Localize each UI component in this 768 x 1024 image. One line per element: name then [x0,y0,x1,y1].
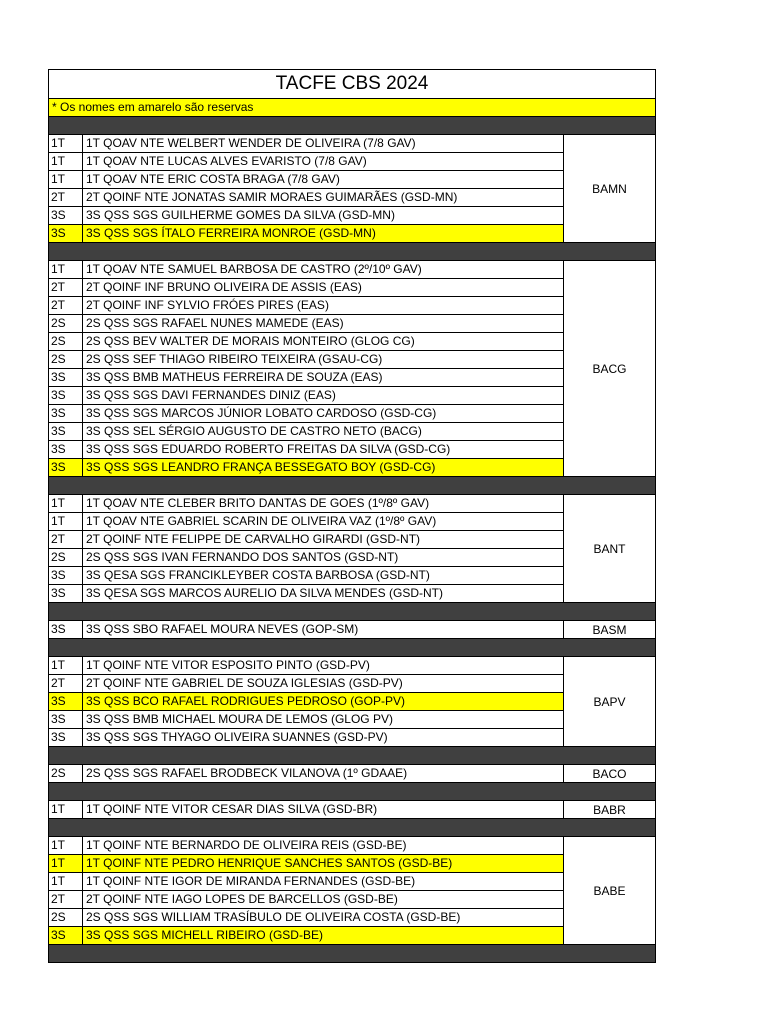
base-group-bacg [49,261,655,477]
name-cell: 3S QSS SBO RAFAEL MOURA NEVES (GOP-SM) [86,622,359,636]
table-row [49,386,563,404]
group-rows [49,621,564,638]
name-cell: 2S QSS SGS WILLIAM TRASÍBULO DE OLIVEIRA COSTA (GSD-BE) [86,910,461,924]
name-cell: 1T QOAV NTE LUCAS ALVES EVARISTO (7/8 GAV) [86,154,367,168]
table-row [49,674,563,692]
rank-cell: 2T [49,189,83,206]
name-cell: 3S QSS BCO RAFAEL RODRIGUES PEDROSO (GOP-PV) [86,694,405,708]
table-row [49,332,563,350]
table-row [49,584,563,602]
base-cell: BABR [593,802,626,817]
group-rows [49,837,564,944]
table-row [49,404,563,422]
reserve-row [49,854,563,872]
group-rows [49,261,564,476]
rank-cell: 1T [49,801,83,818]
table-row [49,728,563,746]
base-group-bant [49,495,655,603]
name-cell: 1T QOINF NTE IGOR DE MIRANDA FERNANDES (GSD-BE) [86,874,416,888]
name-cell: 2T QOINF NTE JONATAS SAMIR MORAES GUIMARÃES (GSD-MN) [86,190,458,204]
name-cell: 3S QESA SGS MARCOS AURELIO DA SILVA MENDES (GSD-NT) [86,586,443,600]
table-row [49,530,563,548]
name-cell: 2T QOINF NTE GABRIEL DE SOUZA IGLESIAS (GSD-PV) [86,676,403,690]
name-cell: 2S QSS SGS RAFAEL BRODBECK VILANOVA (1º GDAAE) [86,766,408,780]
separator-bar [49,783,655,801]
base-cell: BASM [592,622,627,637]
rank-cell: 3S [49,927,83,944]
table-row [49,837,563,854]
table-row [49,422,563,440]
separator-bar [49,819,655,837]
name-cell: 3S QSS SEL SÉRGIO AUGUSTO DE CASTRO NETO (BACG) [86,424,422,438]
rank-cell: 2T [49,297,83,314]
name-cell: 3S QSS SGS MICHELL RIBEIRO (GSD-BE) [86,928,323,942]
reserve-note: * Os nomes em amarelo são reservas [49,99,655,117]
base-group-bapv [49,657,655,747]
rank-cell: 3S [49,711,83,728]
separator-bar [49,603,655,621]
rank-cell: 1T [49,135,83,152]
separator-bar [49,639,655,657]
base-cell: BACG [592,361,627,376]
name-cell: 1T QOINF NTE VITOR ESPOSITO PINTO (GSD-PV) [86,658,370,672]
rank-cell: 2S [49,333,83,350]
separator-bar [49,945,655,963]
table-row [49,350,563,368]
separator-bar [49,243,655,261]
rank-cell: 1T [49,837,83,854]
table-row [49,314,563,332]
name-cell: 3S QSS SGS MARCOS JÚNIOR LOBATO CARDOSO (GSD-CG) [86,406,437,420]
table-row [49,440,563,458]
group-rows [49,135,564,242]
base-cell: BACO [592,766,627,781]
table-row [49,206,563,224]
separator-bar [49,117,655,135]
name-cell: 3S QSS BMB MATHEUS FERREIRA DE SOUZA (EAS) [86,370,383,384]
base-cell: BAPV [593,694,626,709]
base-group-babr [49,801,655,819]
base-group-bamn [49,135,655,243]
name-cell: 2T QOINF INF BRUNO OLIVEIRA DE ASSIS (EAS) [86,280,362,294]
rank-cell: 3S [49,441,83,458]
table-row [49,548,563,566]
table-row [49,495,563,512]
name-cell: 1T QOINF NTE BERNARDO DE OLIVEIRA REIS (GSD-BE) [86,838,407,852]
name-cell: 1T QOINF NTE VITOR CESAR DIAS SILVA (GSD-BR) [86,802,378,816]
table-row [49,890,563,908]
table-row [49,278,563,296]
table-row [49,170,563,188]
name-cell: 2T QOINF NTE IAGO LOPES DE BARCELLOS (GSD-BE) [86,892,398,906]
table-row [49,657,563,674]
rank-cell: 3S [49,567,83,584]
rank-cell: 1T [49,495,83,512]
name-cell: 3S QSS BMB MICHAEL MOURA DE LEMOS (GLOG PV) [86,712,393,726]
name-cell: 2S QSS BEV WALTER DE MORAIS MONTEIRO (GLOG CG) [86,334,415,348]
rank-cell: 2S [49,549,83,566]
group-rows [49,801,564,818]
rank-cell: 3S [49,405,83,422]
name-cell: 3S QSS SGS DAVI FERNANDES DINIZ (EAS) [86,388,336,402]
name-cell: 3S QSS SGS EDUARDO ROBERTO FREITAS DA SILVA (GSD-CG) [86,442,451,456]
base-cell: BABE [593,883,626,898]
rank-cell: 3S [49,693,83,710]
rank-cell: 2T [49,675,83,692]
rank-cell: 3S [49,207,83,224]
base-group-basm [49,621,655,639]
name-cell: 2S QSS SGS RAFAEL NUNES MAMEDE (EAS) [86,316,344,330]
rank-cell: 3S [49,729,83,746]
rank-cell: 3S [49,621,83,638]
name-cell: 2S QSS SGS IVAN FERNANDO DOS SANTOS (GSD-NT) [86,550,399,564]
rank-cell: 1T [49,657,83,674]
rank-cell: 3S [49,369,83,386]
base-group-babe [49,837,655,945]
rank-cell: 2S [49,765,83,782]
group-rows [49,495,564,602]
group-rows [49,657,564,746]
rank-cell: 1T [49,261,83,278]
table-row [49,261,563,278]
rank-cell: 2S [49,315,83,332]
separator-bar [49,747,655,765]
table-row [49,908,563,926]
name-cell: 1T QOAV NTE SAMUEL BARBOSA DE CASTRO (2º/10º GAV) [86,262,422,276]
rank-cell: 1T [49,855,83,872]
rank-cell: 2T [49,279,83,296]
name-cell: 2T QOINF INF SYLVIO FRÓES PIRES (EAS) [86,298,329,312]
table-row [49,368,563,386]
table-row [49,296,563,314]
base-group-baco [49,765,655,783]
rank-cell: 3S [49,585,83,602]
rank-cell: 1T [49,513,83,530]
rank-cell: 1T [49,153,83,170]
name-cell: 3S QSS SGS GUILHERME GOMES DA SILVA (GSD-MN) [86,208,395,222]
group-rows [49,765,564,782]
roster-sheet [48,69,656,963]
name-cell: 1T QOAV NTE CLEBER BRITO DANTAS DE GOES (1º/8º GAV) [86,496,430,510]
name-cell: 1T QOAV NTE WELBERT WENDER DE OLIVEIRA (7/8 GAV) [86,136,416,150]
table-row [49,152,563,170]
rank-cell: 3S [49,459,83,476]
table-row [49,801,563,818]
sheet-title: TACFE CBS 2024 [49,70,655,99]
rank-cell: 3S [49,387,83,404]
table-row [49,135,563,152]
base-cell: BAMN [592,181,627,196]
name-cell: 1T QOINF NTE PEDRO HENRIQUE SANCHES SANTOS (GSD-BE) [86,856,453,870]
separator-bar [49,477,655,495]
base-cell: BANT [593,541,626,556]
rank-cell: 1T [49,873,83,890]
name-cell: 3S QSS SGS LEANDRO FRANÇA BESSEGATO BOY (GSD-CG) [86,460,436,474]
name-cell: 2S QSS SEF THIAGO RIBEIRO TEIXEIRA (GSAU-CG) [86,352,383,366]
name-cell: 1T QOAV NTE ERIC COSTA BRAGA (7/8 GAV) [86,172,340,186]
name-cell: 2T QOINF NTE FELIPPE DE CARVALHO GIRARDI (GSD-NT) [86,532,421,546]
reserve-row [49,926,563,944]
reserve-row [49,458,563,476]
rank-cell: 3S [49,225,83,242]
name-cell: 3S QESA SGS FRANCIKLEYBER COSTA BARBOSA (GSD-NT) [86,568,430,582]
rank-cell: 2T [49,891,83,908]
name-cell: 3S QSS SGS THYAGO OLIVEIRA SUANNES (GSD-PV) [86,730,388,744]
rank-cell: 2T [49,531,83,548]
table-row [49,188,563,206]
reserve-row [49,224,563,242]
rank-cell: 2S [49,909,83,926]
rank-cell: 3S [49,423,83,440]
rank-cell: 1T [49,171,83,188]
name-cell: 1T QOAV NTE GABRIEL SCARIN DE OLIVEIRA VAZ (1º/8º GAV) [86,514,437,528]
rank-cell: 2S [49,351,83,368]
table-row [49,512,563,530]
table-row [49,765,563,782]
table-row [49,710,563,728]
name-cell: 3S QSS SGS ÍTALO FERREIRA MONROE (GSD-MN) [86,226,376,240]
table-row [49,566,563,584]
table-row [49,621,563,638]
reserve-row [49,692,563,710]
base-groups [49,117,655,963]
table-row [49,872,563,890]
